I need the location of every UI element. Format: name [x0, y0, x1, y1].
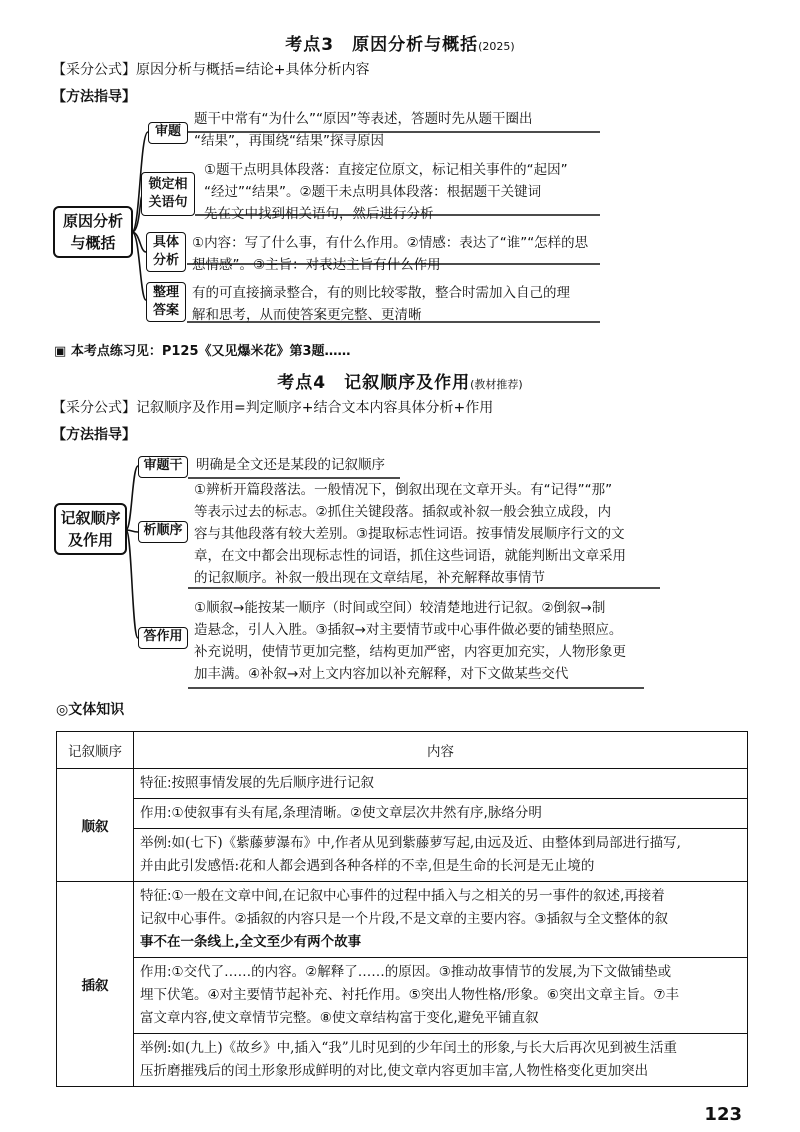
section3-title: 考点3 原因分析与概括(2025) — [285, 35, 515, 55]
section3-branch-整理答案: 整理 答案 — [146, 282, 186, 322]
page-number: 123 — [704, 1104, 742, 1125]
section4-branch-答作用-text: ①顺叙→能按某一顺序（时间或空间）较清楚地进行记叙。②倒叙→制 造悬念，引人入胜。③插叙→对主要情节或中心事件做必要的铺垫照应。 补充说明，使情节更加完整，结构更加严密，内容更加充实，人物形象更 加丰满。④补叙→对上文内容加以补充解释，对下文做某些交代 — [194, 600, 626, 682]
section3-branch-锁定相关语句-text: ①题干点明具体段落：直接定位原文，标记相关事件的“起因” “经过”“结果”。②题干未点明具体段落：根据题干关键词 先在文中找到相关语句，然后进行分析 — [204, 162, 568, 222]
section4-branch-析顺序-text: ①辨析开篇段落法。一般情况下，倒叙出现在文章开头。有“记得”“那” 等表示过去的标志。②抓住关键段落。插叙或补叙一般会独立成段，内 容与其他段落有较大差别。③提取标志性词语。按事情发展顺序行文的文 章，在文中都会出现标志性的词语，抓住这些词语，就能判断出文章采用 的记叙顺序。补叙一般出现在文章结尾，补充解释故事情节 — [194, 482, 626, 586]
section3-method: 【方法指导】 — [52, 89, 136, 105]
section4-branch-析顺序: 析顺序 — [138, 521, 188, 543]
table-header-content: 内容 — [134, 732, 748, 769]
section3-branch-锁定相关语句: 锁定相 关语句 — [141, 172, 195, 216]
section3-branch-整理答案-text: 有的可直接摘录整合，有的则比较零散，整合时需加入自己的理 解和思考，从而使答案更完整、更清晰 — [192, 285, 570, 323]
section3-practice-note: ▣ 本考点练习见：P125《又见爆米花》第3题…… — [54, 344, 351, 359]
section3-formula: 【采分公式】原因分析与概括=结论+具体分析内容 — [52, 62, 370, 78]
section4-method: 【方法指导】 — [52, 427, 136, 443]
section3-branch-具体分析-text: ①内容：写了什么事，有什么作用。②情感：表达了“谁”“怎样的思 想情感”。③主旨：对表达主旨有什么作用 — [192, 235, 589, 273]
section4-formula: 【采分公式】记叙顺序及作用=判定顺序+结合文本内容具体分析+作用 — [52, 400, 494, 416]
section3-branch-具体分析: 具体 分析 — [146, 232, 186, 272]
table-cell: 特征:①一般在文章中间,在记叙中心事件的过程中插入与之相关的另一事件的叙述,再接着 记叙中心事件。②插叙的内容只是一个片段,不是文章的主要内容。③插叙与全文整体的叙 事不在一条线上,全文至少有两个故事 — [134, 882, 748, 958]
table-cell: 作用:①使叙事有头有尾,条理清晰。②使文章层次井然有序,脉络分明 — [134, 799, 748, 829]
table-row — [57, 799, 748, 829]
section4-branch-审题干-text: 明确是全文还是某段的记叙顺序 — [196, 457, 385, 473]
section4-branch-答作用: 答作用 — [138, 627, 188, 649]
table-cat-顺叙: 顺叙 — [57, 769, 134, 882]
book-icon: ▣ — [54, 344, 67, 359]
table-row — [57, 958, 748, 1034]
table-row — [57, 882, 748, 958]
section3-root-node: 原因分析 与概括 — [53, 206, 133, 258]
table-cell: 作用:①交代了……的内容。②解释了……的原因。③推动故事情节的发展,为下文做铺垫或 埋下伏笔。④对主要情节起补充、衬托作用。⑤突出人物性格/形象。⑥突出文章主旨。⑦丰 富文章内容,使文章情节完整。⑧使文章结构富于变化,避免平铺直叙 — [134, 958, 748, 1034]
table-row — [57, 769, 748, 799]
table-row — [57, 829, 748, 882]
table-cell: 特征:按照事情发展的先后顺序进行记叙 — [134, 769, 748, 799]
section3-branch-审题: 审题 — [148, 122, 188, 144]
table-header-row — [57, 732, 748, 769]
section4-branch-审题干: 审题干 — [138, 456, 188, 478]
section3-branch-审题-text: 题干中常有“为什么”“原因”等表述，答题时先从题干圈出 “结果”，再围绕“结果”探寻原因 — [194, 111, 533, 149]
table-row — [57, 1034, 748, 1087]
table-cell: 举例:如(七下)《紫藤萝瀑布》中,作者从见到紫藤萝写起,由远及近、由整体到局部进行描写, 并由此引发感悟:花和人都会遇到各种各样的不幸,但是生命的长河是无止境的 — [134, 829, 748, 882]
table-cell: 举例:如(九上)《故乡》中,插入“我”儿时见到的少年闰土的形象,与长大后再次见到被生活重 压折磨摧残后的闰土形象形成鲜明的对比,使文章内容更加丰富,人物性格变化更加突出 — [134, 1034, 748, 1087]
section4-root-node: 记叙顺序 及作用 — [54, 503, 127, 555]
knowledge-heading: ◎文体知识 — [56, 702, 125, 718]
table-header-order: 记叙顺序 — [57, 732, 134, 769]
table-cat-插叙: 插叙 — [57, 882, 134, 1087]
knowledge-table — [56, 731, 748, 1087]
section4-title: 考点4 记叙顺序及作用(教材推荐) — [277, 373, 523, 393]
